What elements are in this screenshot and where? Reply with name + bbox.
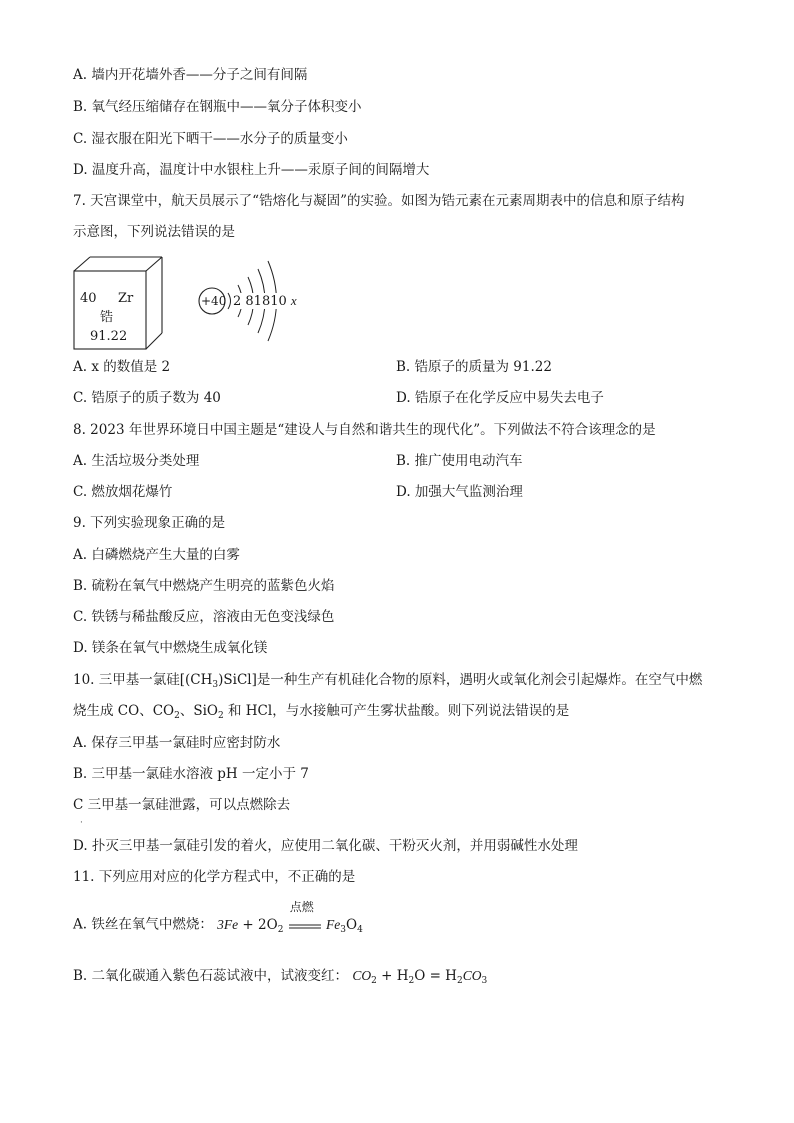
carbonic-acid-equation: $CO_2 + H_2O = H_2CO_3$ bbox=[352, 968, 488, 986]
atomic-mass: 91.22 bbox=[90, 329, 128, 344]
q8-option-c: C. 燃放烟花爆竹 bbox=[73, 484, 173, 500]
q6-option-b: B. 氧气经压缩储存在钢瓶中——氧分子体积变小 bbox=[73, 99, 362, 115]
q8-option-b: B. 推广使用电动汽车 bbox=[396, 453, 523, 469]
q8-option-d: D. 加强大气监测治理 bbox=[396, 484, 523, 500]
q7-option-a: A. x 的数值是 2 bbox=[73, 359, 171, 375]
q8-option-a: A. 生活垃圾分类处理 bbox=[73, 453, 200, 469]
q9-option-b: B. 硫粉在氧气中燃烧产生明亮的蓝紫色火焰 bbox=[73, 578, 335, 594]
q10-option-a: A. 保存三甲基一氯硅时应密封防水 bbox=[73, 735, 281, 751]
q11-stem: 11. 下列应用对应的化学方程式中，不正确的是 bbox=[73, 869, 356, 885]
element-symbol: Zr bbox=[118, 291, 134, 306]
q10-option-c: C 三甲基一氯硅泄露，可以点燃除去 bbox=[73, 797, 291, 813]
q10-stem-line1: 10. 三甲基一氯硅$[(CH_3)SiCl]$是一种生产有机硅化合物的原料，遇明火或氧化剂会引起爆炸。在空气中燃 bbox=[73, 672, 703, 690]
q6-option-c: C. 湿衣服在阳光下晒干——水分子的质量变小 bbox=[73, 131, 348, 147]
q7-option-d: D. 锆原子在化学反应中易失去电子 bbox=[396, 390, 604, 406]
q7-option-b: B. 锆原子的质量为 91.22 bbox=[396, 359, 552, 375]
q9-option-c: C. 铁锈与稀盐酸反应，溶液由无色变浅绿色 bbox=[73, 609, 335, 625]
q9-option-a: A. 白磷燃烧产生大量的白雾 bbox=[73, 547, 240, 563]
q10-option-b: B. 三甲基一氯硅水溶液 pH 一定小于 7 bbox=[73, 766, 309, 782]
element-name: 锆 bbox=[100, 310, 114, 325]
stray-dot-mark: · bbox=[80, 818, 83, 828]
iron-combustion-equation: $3Fe + 2O_2$ 点燃 $Fe_3O_4$ bbox=[217, 900, 363, 935]
q7-stem-line1: 7. 天宫课堂中，航天员展示了“锆熔化与凝固”的实验。如图为锆元素在元素周期表中的信息和原子结构 bbox=[73, 193, 685, 209]
electron-shell-numbers: 2 81810 x bbox=[233, 293, 297, 309]
zirconium-figure bbox=[72, 253, 302, 353]
q7-stem-line2: 示意图，下列说法错误的是 bbox=[73, 224, 235, 240]
reaction-condition: 点燃 bbox=[289, 900, 314, 914]
q11-option-a: A. 铁丝在氧气中燃烧： $3Fe + 2O_2$ 点燃 $Fe_3O_4$ bbox=[73, 900, 363, 935]
q7-option-c: C. 锆原子的质子数为 40 bbox=[73, 390, 221, 406]
q10-stem-line2: 烧生成 CO、$CO_2$、SiO$_2$ 和 HCl，与水接触可产生雾状盐酸。则下列说法错误的是 bbox=[73, 703, 570, 721]
q8-stem: 8. 2023 年世界环境日中国主题是“建设人与自然和谐共生的现代化”。下列做法不符合该理念的是 bbox=[73, 422, 656, 438]
nuclear-charge: +40 bbox=[201, 294, 227, 308]
q6-option-d: D. 温度升高，温度计中水银柱上升——汞原子间的间隔增大 bbox=[73, 162, 430, 178]
q6-option-a: A. 墙内开花墙外香——分子之间有间隔 bbox=[73, 67, 308, 83]
q9-option-d: D. 镁条在氧气中燃烧生成氧化镁 bbox=[73, 640, 268, 656]
reaction-arrow bbox=[288, 900, 322, 936]
atomic-number: 40 bbox=[80, 291, 97, 306]
q9-stem: 9. 下列实验现象正确的是 bbox=[73, 515, 226, 531]
q10-option-d: D. 扑灭三甲基一氯硅引发的着火，应使用二氧化碳、干粉灭火剂，并用弱碱性水处理 bbox=[73, 838, 578, 854]
q11-option-b: B. 二氧化碳通入紫色石蕊试液中，试液变红： $CO_2 + H_2O = H_2CO_3$ bbox=[73, 968, 488, 986]
